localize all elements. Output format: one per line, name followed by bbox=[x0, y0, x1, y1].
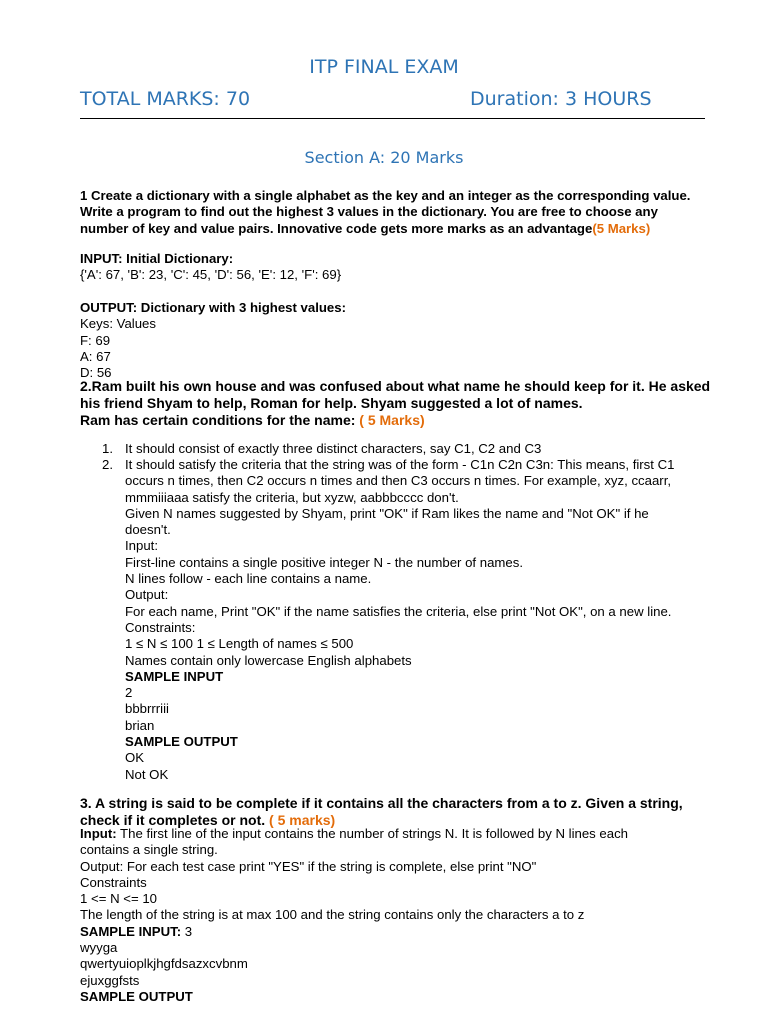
q1-input-label: INPUT: Initial Dictionary: bbox=[80, 251, 234, 266]
q2-sample-output-label: SAMPLE OUTPUT bbox=[125, 734, 238, 750]
q2-line1: 2.Ram built his own house and was confused about what name he should keep for it. He asked bbox=[80, 378, 711, 394]
q3-input-text-2: contains a single string. bbox=[80, 842, 218, 858]
q2-item-1-text: It should consist of exactly three distinct characters, say C1, C2 and C3 bbox=[125, 441, 542, 456]
q2-sample-output-line: OK bbox=[125, 750, 145, 766]
q3-constraint-1: 1 <= N <= 10 bbox=[80, 891, 157, 907]
q2-item-2-line: Given N names suggested by Shyam, print "OK" if Ram likes the name and "Not OK" if he bbox=[125, 505, 649, 521]
q3-marks: ( 5 marks) bbox=[269, 812, 336, 828]
q3-line2-text: check if it completes or not. bbox=[80, 812, 270, 828]
q3-input-line bbox=[80, 826, 705, 842]
q2-marks: ( 5 Marks) bbox=[359, 412, 425, 428]
q2-sample-input-line: brian bbox=[125, 717, 155, 733]
q1-prompt bbox=[80, 188, 705, 237]
q2-line2: his friend Shyam to help, Roman for help. Shyam suggested a lot of names. bbox=[80, 395, 583, 411]
q2-line3 bbox=[80, 412, 705, 429]
q3-sample-input-string: wyyga bbox=[80, 940, 118, 956]
q2-line3-text: Ram has certain conditions for the name: bbox=[80, 412, 360, 428]
exam-title: ITP FINAL EXAM bbox=[309, 56, 459, 78]
q1-input-block bbox=[80, 251, 705, 284]
q2-prompt bbox=[80, 378, 711, 429]
q2-item-2-line: Output: bbox=[125, 587, 169, 603]
q1-output-line: Keys: Values bbox=[80, 316, 156, 332]
q1-line3-text: number of key and value pairs. Innovative code gets more marks as an advantage bbox=[80, 220, 593, 236]
q3-input-label: Input: bbox=[80, 826, 117, 841]
q3-line1: 3. A string is said to be complete if it contains all the characters from a to z. Given a string, bbox=[80, 795, 683, 811]
q1-output-line: F: 69 bbox=[80, 332, 111, 348]
q3-input-text: The first line of the input contains the number of strings N. It is followed by N lines each bbox=[116, 826, 629, 841]
q2-sample-input-line: bbbrrriii bbox=[125, 701, 169, 717]
q3-prompt bbox=[80, 795, 705, 829]
q2-sample-input-label: SAMPLE INPUT bbox=[125, 668, 224, 684]
q3-sample-input-string: ejuxggfsts bbox=[80, 972, 140, 988]
q1-line3 bbox=[80, 221, 705, 237]
q1-output-block bbox=[80, 300, 705, 381]
q2-item-2-line: occurs n times, then C2 occurs n times and then C3 occurs n times. For example, xyz, ccaarr, bbox=[125, 473, 672, 489]
q2-item-2-line: First-line contains a single positive integer N - the number of names. bbox=[125, 554, 524, 570]
q2-item-2-number: 2. bbox=[102, 457, 113, 472]
q2-item-2-line: doesn't. bbox=[125, 522, 171, 538]
q1-input-value: {'A': 67, 'B': 23, 'C': 45, 'D': 56, 'E': 12, 'F': 69} bbox=[80, 267, 342, 283]
q3-constraint-2: The length of the string is at max 100 and the string contains only the characters a to z bbox=[80, 907, 585, 923]
q1-line2: Write a program to find out the highest 3 values in the dictionary. You are free to choose any bbox=[80, 204, 658, 220]
q1-output-label: OUTPUT: Dictionary with 3 highest values: bbox=[80, 300, 346, 315]
q3-sample-input-line bbox=[80, 924, 705, 940]
total-marks: TOTAL MARKS: 70 bbox=[80, 88, 251, 110]
header-divider bbox=[80, 118, 705, 119]
q3-constraints-label: Constraints bbox=[80, 874, 147, 890]
q2-item-2-line: N lines follow - each line contains a name. bbox=[125, 571, 372, 587]
q2-sample-input-line: 2 bbox=[125, 685, 133, 701]
q2-item-2-line: 1 ≤ N ≤ 100 1 ≤ Length of names ≤ 500 bbox=[125, 636, 354, 652]
q1-line1: 1 Create a dictionary with a single alphabet as the key and an integer as the corresponding value. bbox=[80, 188, 691, 203]
q2-sample-output-line: Not OK bbox=[125, 766, 169, 782]
section-title: Section A: 20 Marks bbox=[304, 148, 464, 167]
q2-item-2-body bbox=[125, 457, 705, 783]
q2-item-2-line: For each name, Print "OK" if the name satisfies the criteria, else print "Not OK", on a new line. bbox=[125, 603, 672, 619]
marks-duration-row bbox=[80, 88, 705, 118]
q3-sample-input-label: SAMPLE INPUT: bbox=[80, 923, 182, 939]
q3-sample-input-string: qwertyuioplkjhgfdsazxcvbnm bbox=[80, 956, 248, 972]
q1-output-line: A: 67 bbox=[80, 348, 111, 364]
q2-item-2-line: Input: bbox=[125, 538, 158, 554]
q2-item-2-line: mmmiiiaaa satisfy the criteria, but xyzw, aabbbcccc don't. bbox=[125, 489, 459, 505]
q2-item-2-line: It should satisfy the criteria that the string was of the form - C1n C2n C3n: This means, first C1 bbox=[125, 457, 675, 472]
q3-output-text: Output: For each test case print "YES" if the string is complete, else print "NO" bbox=[80, 858, 537, 874]
q2-item-2-line: Constraints: bbox=[125, 619, 196, 635]
q1-marks: (5 Marks) bbox=[592, 220, 651, 236]
q2-item-2-line: Names contain only lowercase English alphabets bbox=[125, 652, 412, 668]
q3-sample-output-label: SAMPLE OUTPUT bbox=[80, 988, 193, 1004]
duration: Duration: 3 HOURS bbox=[470, 88, 652, 110]
q3-body bbox=[80, 826, 705, 1005]
q3-sample-input-value: 3 bbox=[181, 923, 193, 939]
q1-output-line: D: 56 bbox=[80, 365, 112, 381]
q2-item-1-number: 1. bbox=[102, 441, 113, 456]
